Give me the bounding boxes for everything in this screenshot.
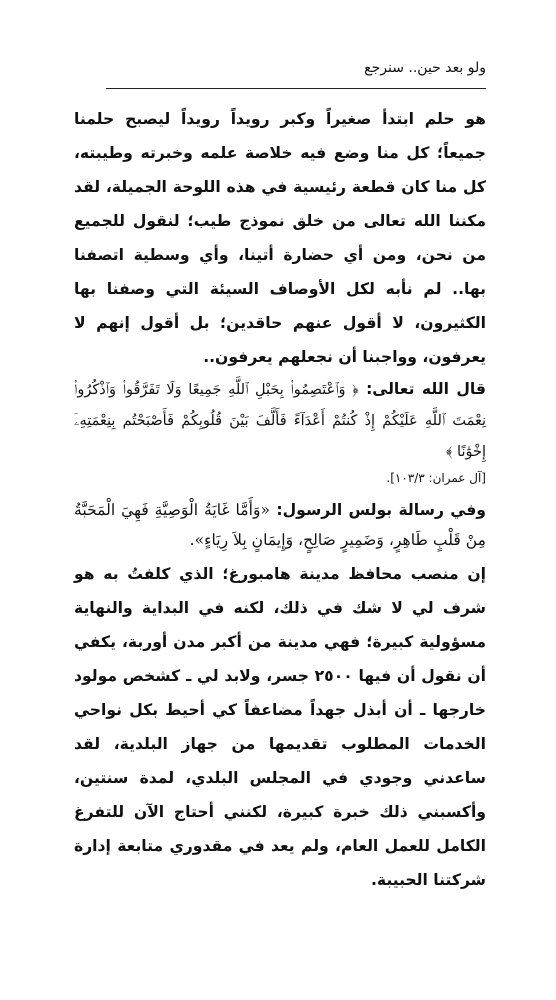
quran-intro-label: قال الله تعالى: xyxy=(358,380,486,398)
quran-verse: ﴿ وَٱعْتَصِمُوا۟ بِحَبْلِ ٱللَّهِ جَمِيعًا وَلَا تَفَرَّقُوا۟ وَٱذْكُرُوا۟ نِعْمَتَ ٱللَّهِ عَلَيْكُمْ إِذْ كُنتُمْ أَعْدَآءً فَأَلَّفَ بَيْنَ قُلُوبِكُمْ فَأَصْبَحْتُم بِنِعْمَتِهِۦٓ إِخْوَٰنًا ﴾ xyxy=(74,382,486,460)
bible-quote: «وَأَمَّا غَايَةُ الْوَصِيَّةِ فَهِيَ الْمَحَبَّةُ مِنْ قَلْبٍ طَاهِرٍ، وَضَمِيرٍ صَالِحٍ، وَإِيمَانٍ بِلاَ رِيَاءٍ». xyxy=(74,501,486,549)
page-body xyxy=(74,102,486,897)
quran-reference: [آل عمران: ١٠٣/٣]. xyxy=(386,471,486,485)
paragraph-hamburg: إن منصب محافظ مدينة هامبورغ؛ الذي كلفتُ به هو شرف لي لا شك في ذلك، لكنه في البداية والنهاية مسؤولية كبيرة؛ فهي مدينة من أكبر مدن أوربة، يكفي أن نقول أن فيها ٢٥٠٠ جسر، ولابد لي ـ كشخص مولود خارجها ـ أن أبذل جهداً مضاعفاً كي أحيط بكل نواحي الخدمات المطلوب تقديمها من جهاز البلدية، لقد ساعدني وجودي في المجلس البلدي، لمدة سنتين، وأكسبني ذلك خبرة كبيرة، لكنني أحتاج الآن للتفرغ الكامل للعمل العام، ولم يعد في مقدوري متابعة إدارة شركتنا الحبيبة. xyxy=(74,565,487,889)
bible-intro-label: وفي رسالة بولس الرسول: xyxy=(270,501,486,519)
header-divider xyxy=(106,88,486,89)
running-header: ولو بعد حين.. سنرجع xyxy=(364,60,486,76)
bible-citation xyxy=(74,495,486,555)
paragraph-intro: هو حلم ابتدأ صغيراً وكبر رويداً رويداً ليصبح حلمنا جميعاً؛ كل منا وضع فيه خلاصة علمه وخبرته وطيبته، كل منا كان قطعة رئيسية في هذه اللوحة الجميلة، لقد مكننا الله تعالى من خلق نموذج طيب؛ لنقول للجميع من نحن، ومن أي حضارة أتينا، وأي وسطية اتصفنا بها.. لم نأبه لكل الأوصاف السيئة التي وصفنا بها الكثيرون، لا أقول عنهم حاقدين؛ بل أقول إنهم لا يعرفون، وواجبنا أن نجعلهم يعرفون.. xyxy=(74,110,486,366)
quran-citation xyxy=(74,374,486,467)
